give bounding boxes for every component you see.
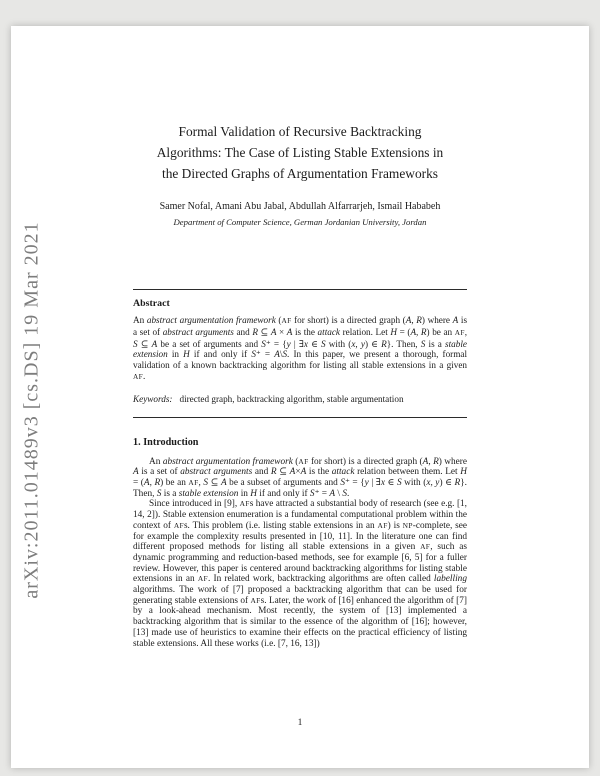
paper-title-line-2: Algorithms: The Case of Listing Stable Extensions in (156, 145, 444, 160)
affiliation-line: Department of Computer Science, German Jordanian University, Jordan (173, 217, 427, 227)
intro-paragraph-1: An abstract argumentation framework (AF for short) is a directed graph (A, R) where A is a set of abstract arguments and R ⊆ A×A is the attack relation between them. Let H = (A, R) be an AF, S ⊆ A be a subset of arguments and S⁺ = {y | ∃x ∈ S with (x, y) ∈ R}. Then, S is a stable extension in H if and only if S⁺ = A \ S. (133, 456, 468, 499)
paper-page (11, 26, 589, 768)
abstract-section (133, 289, 467, 418)
paper-content (133, 26, 467, 768)
arxiv-watermark: arXiv:2011.01489v3 [cs.DS] 19 Mar 2021 (20, 221, 43, 599)
page-number: 1 (297, 718, 303, 728)
intro-paragraph-2: Since introduced in [9], AFs have attracted a substantial body of research (see e.g. [1, 14, 2]). Stable extension enumeration is a fundamental computational problem within the context of AFs. This problem (i.e. listing stable extensions in an AF) is NP-complete, see for example the complexity results presented in [10, 11]. In the literature one can find different proposed methods for listing all stable extensions in a given AF, such as dynamic programming and reduction-based methods, see for example [6, 5] for a fuller review. However, this paper is centered around backtracking algorithms for listing stable extensions in an AF. In related work, backtracking algorithms are often called labelling algorithms. The work of [7] proposed a backtracking algorithm that can be used for generating stable extensions of AFs. Later, the work of [16] enhanced the algorithm of [7] by a look-ahead mechanism. Most recently, the system of [13] implemented a backtracking algorithm that is similar to the essence of the algorithm of [16]; however, [13] made use of heuristics to examine their effects on the practical efficiency of listing stable extensions. All these works (i.e. [7, 16, 13]) (133, 499, 468, 649)
paper-title-line-1: Formal Validation of Recursive Backtracking (178, 124, 422, 139)
paper-title (133, 121, 467, 184)
authors-line: Samer Nofal, Amani Abu Jabal, Abdullah Alfarrarjeh, Ismail Hababeh (159, 201, 441, 212)
section-heading-introduction: 1. Introduction (133, 436, 199, 448)
abstract-text: An abstract argumentation framework (AF for short) is a directed graph (A, R) where A is a set of abstract arguments and R ⊆ A × A is the attack relation. Let H = (A, R) be an AF, S ⊆ A be a set of arguments and S⁺ = {y | ∃x ∈ S with (x, y) ∈ R}. Then, S is a stable extension in H if and only if S⁺ = A\S. In this paper, we present a thorough, formal validation of a known backtracking algorithm for listing all stable extensions in a given AF. (133, 315, 468, 381)
paper-title-line-3: the Directed Graphs of Argumentation Frameworks (161, 166, 439, 181)
keywords-line: Keywords: directed graph, backtracking algorithm, stable argumentation (133, 393, 404, 404)
abstract-heading: Abstract (133, 298, 170, 309)
